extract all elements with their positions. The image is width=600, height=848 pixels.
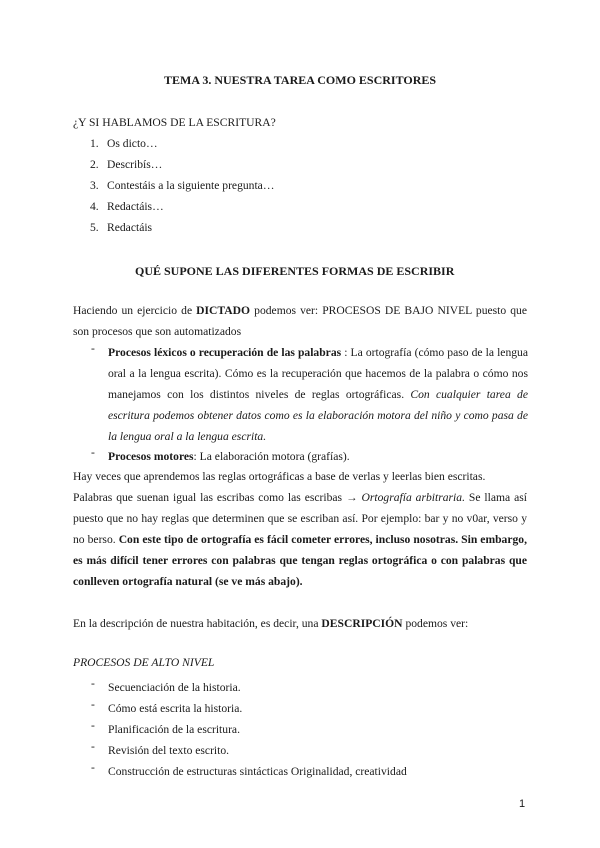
section-title: QUÉ SUPONE LAS DIFERENTES FORMAS DE ESCRIBIR xyxy=(135,264,455,278)
numbered-item: 3. Contestáis a la siguiente pregunta… xyxy=(90,179,275,192)
alto-nivel-heading: PROCESOS DE ALTO NIVEL xyxy=(73,656,215,669)
reglas-paragraph: Hay veces que aprendemos las reglas ortográficas a base de verlas y leerlas bien escritas. xyxy=(73,470,486,483)
numbered-item: 1. Os dicto… xyxy=(90,137,158,150)
page-number: 1 xyxy=(519,798,526,810)
numbered-item: 2. Describís… xyxy=(90,158,163,171)
arbitraria-paragraph: Palabras que suenan igual las escribas como las escribas → Ortografía arbitraria. Se llama así puesto que no hay reglas que determinen que se escriban así. Por ejemplo: bar y no v0ar, verso y no berso. Con este tipo de ortografía es fácil cometer errores, incluso nosotras. Sin embargo, es más difícil tener errores con palabras que tengan reglas ortográfica o con palabras que conlleven ortografía natural (se ve más abajo). xyxy=(73,491,527,588)
numbered-item: 5. Redactáis xyxy=(90,221,153,234)
document-title: TEMA 3. NUESTRA TAREA COMO ESCRITORES xyxy=(164,73,437,87)
numbered-item: 4. Redactáis… xyxy=(90,200,164,213)
descripcion-paragraph: En la descripción de nuestra habitación, es decir, una DESCRIPCIÓN podemos ver: xyxy=(73,617,469,630)
question-heading: ¿Y SI HABLAMOS DE LA ESCRITURA? xyxy=(73,116,276,129)
document-page: TEMA 3. NUESTRA TAREA COMO ESCRITORES ¿Y SI HABLAMOS DE LA ESCRITURA? 1. Os dicto… 2. Describís… 3. Contestáis a la siguiente pregunta… 4. Redactáis… 5. Redactáis QUÉ SUPONE LAS DIFERENTES FORMAS DE ESCRIBIR Haciendo un ejercicio de DICTADO podemos ver: PROCESOS DE BAJO NIVEL puesto que son procesos que son automatizados - Procesos léxicos o recuperación de las palabras : La ortografía (cómo paso de la lengua oral a la lengua escrita). Cómo es la recuperación que hacemos de la palabra o cómo nos manejamos con los distintos niveles de reglas ortográficas. Con cualquier tarea de escritura podemos obtener datos como es la elaboración motora del niño y como pasa de la lengua oral a la lengua escrita. - Procesos motores: La elaboración motora (grafías). Hay veces que aprendemos las reglas ortográficas a base de verlas y leerlas bien escritas. Palabras que suenan igual las escribas como las escribas → Ortografía arbitraria. Se llama así puesto que no hay reglas que determinen que se escriban así. Por ejemplo: bar y no v0ar, verso y no berso. Con este tipo de ortografía es fácil cometer errores, incluso nosotras. Sin embargo, es más difícil tener errores con palabras que tengan reglas ortográfica o con palabras que conlleven ortografía natural (se ve más abajo). En la descripción de nuestra habitación, es decir, una DESCRIPCIÓN podemos ver: PROCESOS DE ALTO NIVEL - Secuenciación de la historia. - Cómo está escrita la historia. - Planificación de la escritura. - Revisión del texto escrito. - Construcción de estructuras sintácticas Originalidad, creatividad 1 xyxy=(73,73,528,810)
dictado-paragraph: Haciendo un ejercicio de DICTADO podemos ver: PROCESOS DE BAJO NIVEL puesto que son procesos que son automatizados xyxy=(73,304,527,338)
dictado-bold: DICTADO xyxy=(196,304,251,317)
